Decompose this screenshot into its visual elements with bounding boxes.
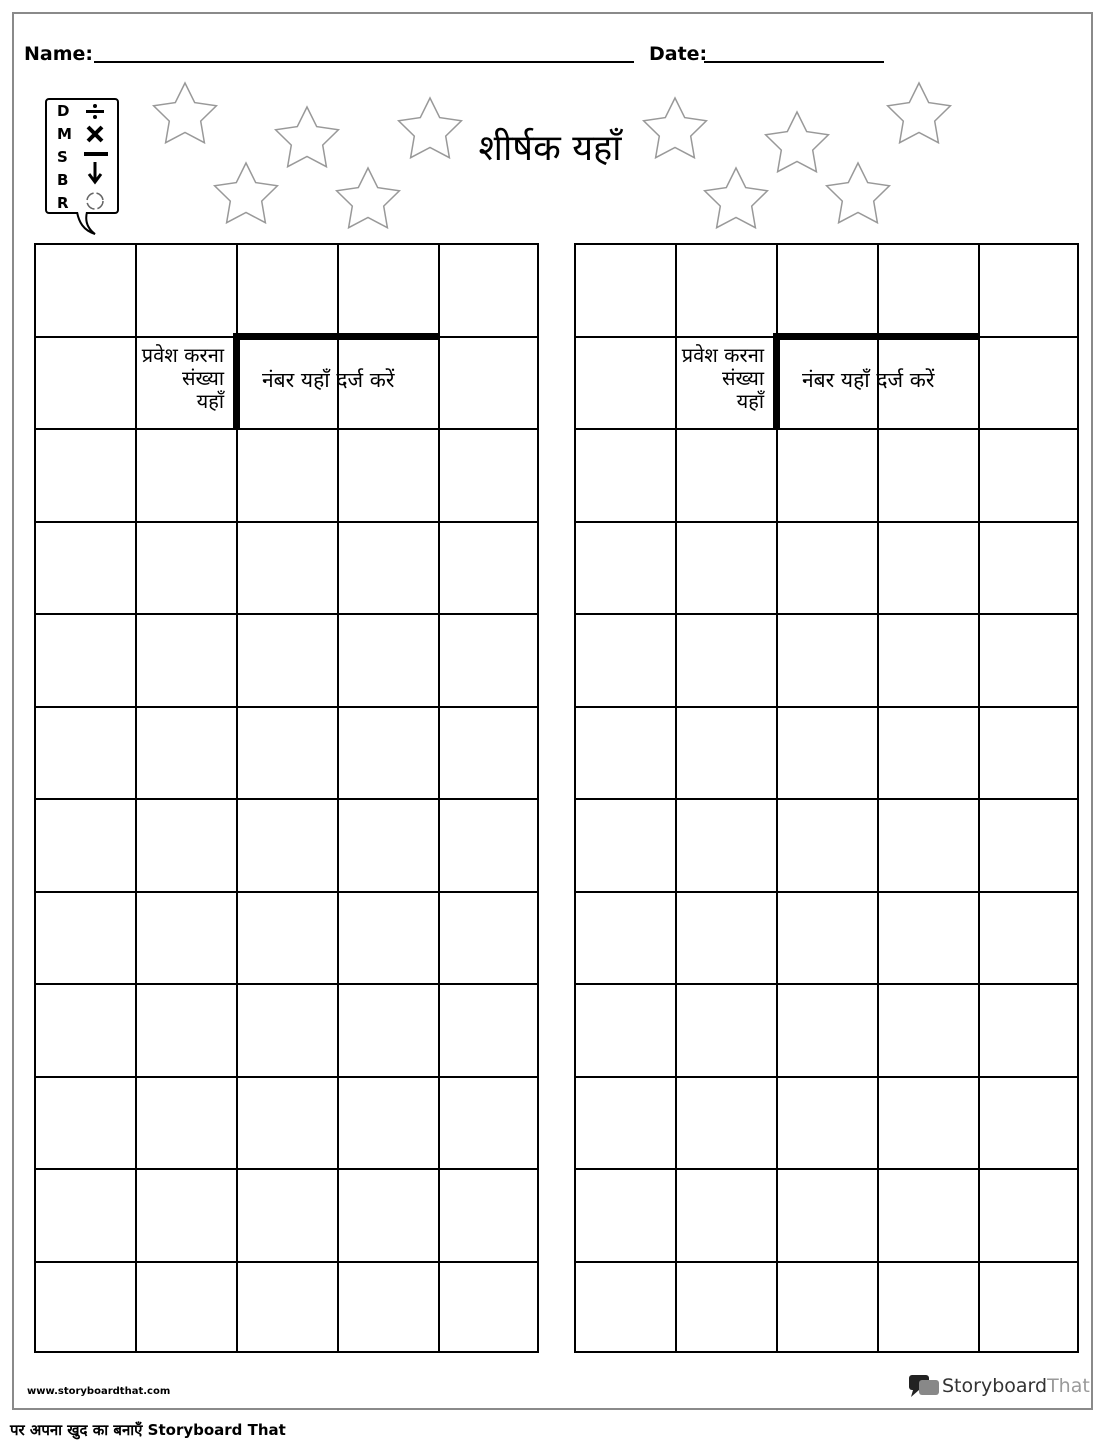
dividend-placeholder[interactable]: नंबर यहाँ दर्ज करें (262, 367, 395, 392)
divisor-placeholder[interactable] (142, 344, 224, 413)
divisor-text-line: यहाँ (736, 388, 764, 413)
grid-hline (34, 798, 539, 800)
star-icon (154, 83, 217, 143)
brand-storyboard: Storyboard (942, 1375, 1048, 1397)
brand-that: That (1047, 1375, 1090, 1397)
date-label: Date: (649, 43, 708, 65)
grid-hline (574, 798, 1079, 800)
star-icon (888, 83, 951, 143)
dmsbr-letter-m: M (57, 125, 72, 143)
grid-hline (574, 1351, 1079, 1353)
divisor-text-line: संख्या (722, 365, 764, 390)
division-bracket-side (233, 333, 240, 431)
divisor-text-line: संख्या (182, 365, 224, 390)
dmsbr-letter-d: D (57, 102, 70, 120)
grid-hline (34, 428, 539, 430)
storyboardthat-logo[interactable] (908, 1373, 1090, 1399)
divisor-placeholder[interactable] (682, 344, 764, 413)
grid-hline (34, 521, 539, 523)
star-icon (337, 168, 400, 228)
division-bracket-top (773, 333, 979, 340)
divisor-text-line: प्रवेश करना (141, 342, 224, 367)
division-grid-right[interactable] (574, 243, 1079, 1353)
star-icon (766, 112, 829, 172)
grid-hline (574, 1168, 1079, 1170)
grid-hline (34, 706, 539, 708)
grid-hline (574, 613, 1079, 615)
dmsbr-letter-b: B (57, 171, 69, 189)
grid-hline (574, 521, 1079, 523)
star-icon (827, 163, 890, 223)
grid-hline (34, 243, 539, 245)
star-icon (276, 107, 339, 167)
star-icon (705, 168, 768, 228)
dmsbr-letter-s: S (57, 148, 68, 166)
grid-hline (574, 706, 1079, 708)
name-label: Name: (24, 43, 94, 65)
grid-hline (34, 1261, 539, 1263)
grid-hline (34, 1351, 539, 1353)
division-bracket-side (773, 333, 780, 431)
credit-line[interactable]: पर अपना खुद का बनाएँ Storyboard That (10, 1421, 286, 1439)
divisor-text-line: प्रवेश करना (681, 342, 764, 367)
grid-hline (574, 983, 1079, 985)
grid-hline (34, 1076, 539, 1078)
chat-bubbles-icon (908, 1373, 942, 1399)
division-bracket-top (233, 333, 439, 340)
grid-hline (574, 1076, 1079, 1078)
divisor-text-line: यहाँ (196, 388, 224, 413)
grid-hline (574, 891, 1079, 893)
grid-hline (34, 983, 539, 985)
grid-hline (34, 1168, 539, 1170)
grid-hline (574, 1261, 1079, 1263)
grid-hline (574, 428, 1079, 430)
grid-hline (34, 613, 539, 615)
dividend-placeholder[interactable]: नंबर यहाँ दर्ज करें (802, 367, 935, 392)
division-grid-left[interactable] (34, 243, 539, 1353)
grid-hline (34, 891, 539, 893)
dmsbr-letter-r: R (57, 194, 69, 212)
stars-decoration (0, 0, 1107, 240)
worksheet-title[interactable]: शीर्षक यहाँ (478, 128, 622, 169)
star-icon (215, 163, 278, 223)
footer-url[interactable]: www.storyboardthat.com (27, 1386, 171, 1397)
grid-hline (574, 243, 1079, 245)
